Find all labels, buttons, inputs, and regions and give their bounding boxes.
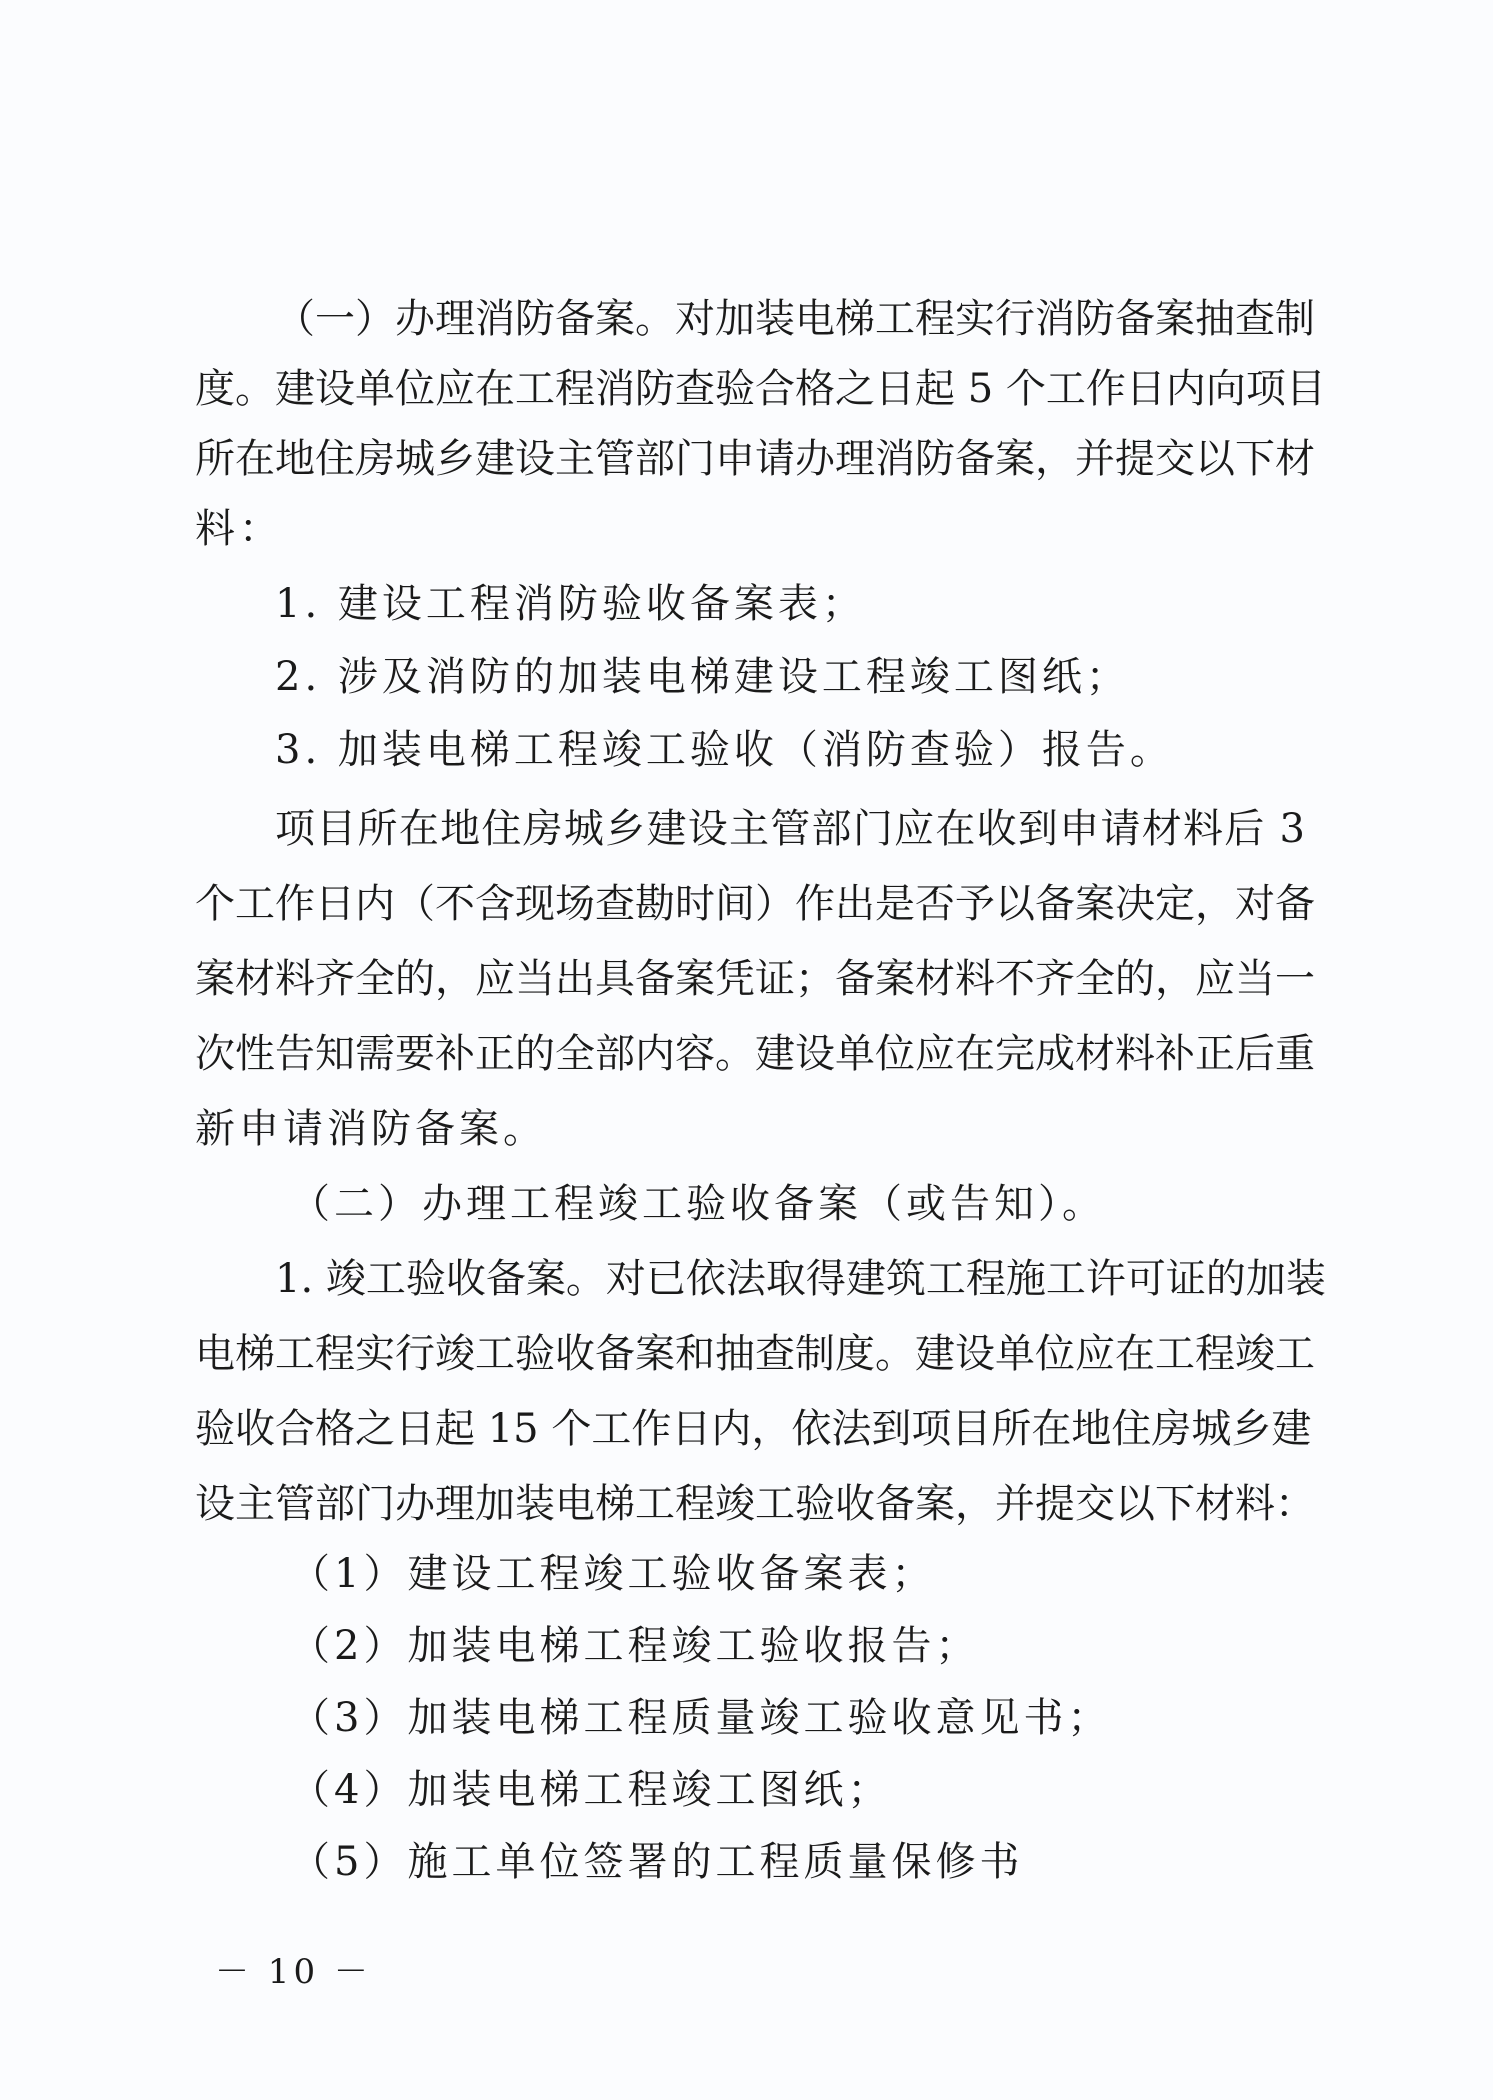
text-line-22: （5）施工单位签署的工程质量保修书 (290, 1839, 1024, 1885)
text-line-4: 料： (195, 506, 283, 552)
text-line-20: （3）加装电梯工程质量竣工验收意见书； (290, 1695, 1112, 1741)
text-line-1: （一）办理消防备案。对加装电梯工程实行消防备案抽查制 (275, 296, 1315, 342)
text-line-2: 度。建设单位应在工程消防查验合格之日起 5 个工作日内向项目 (195, 366, 1326, 412)
text-line-7: 3. 加装电梯工程竣工验收（消防查验）报告。 (275, 727, 1174, 773)
text-line-11: 次性告知需要补正的全部内容。建设单位应在完成材料补正后重 (195, 1031, 1315, 1077)
text-line-21: （4）加装电梯工程竣工图纸； (290, 1767, 892, 1813)
text-line-18: （1）建设工程竣工验收备案表； (290, 1551, 936, 1597)
text-line-17: 设主管部门办理加装电梯工程竣工验收备案，并提交以下材料： (195, 1481, 1315, 1527)
text-line-10: 案材料齐全的，应当出具备案凭证；备案材料不齐全的，应当一 (195, 956, 1315, 1002)
text-line-19: （2）加装电梯工程竣工验收报告； (290, 1623, 980, 1669)
text-line-14: 1. 竣工验收备案。对已依法取得建筑工程施工许可证的加装 (275, 1256, 1326, 1302)
text-line-8: 项目所在地住房城乡建设主管部门应在收到申请材料后 3 (275, 806, 1305, 852)
page-number: － 10 － (215, 1952, 372, 1992)
text-line-3: 所在地住房城乡建设主管部门申请办理消防备案，并提交以下材 (195, 436, 1315, 482)
text-line-13: （二）办理工程竣工验收备案（或告知）。 (290, 1181, 1106, 1227)
text-line-9: 个工作日内（不含现场查勘时间）作出是否予以备案决定，对备 (195, 881, 1315, 927)
text-line-6: 2. 涉及消防的加装电梯建设工程竣工图纸； (275, 654, 1130, 700)
text-line-5: 1. 建设工程消防验收备案表； (275, 581, 866, 627)
text-line-16: 验收合格之日起 15 个工作日内，依法到项目所在地住房城乡建 (195, 1406, 1312, 1452)
text-line-15: 电梯工程实行竣工验收备案和抽查制度。建设单位应在工程竣工 (195, 1331, 1315, 1377)
text-line-12: 新申请消防备案。 (195, 1106, 547, 1152)
